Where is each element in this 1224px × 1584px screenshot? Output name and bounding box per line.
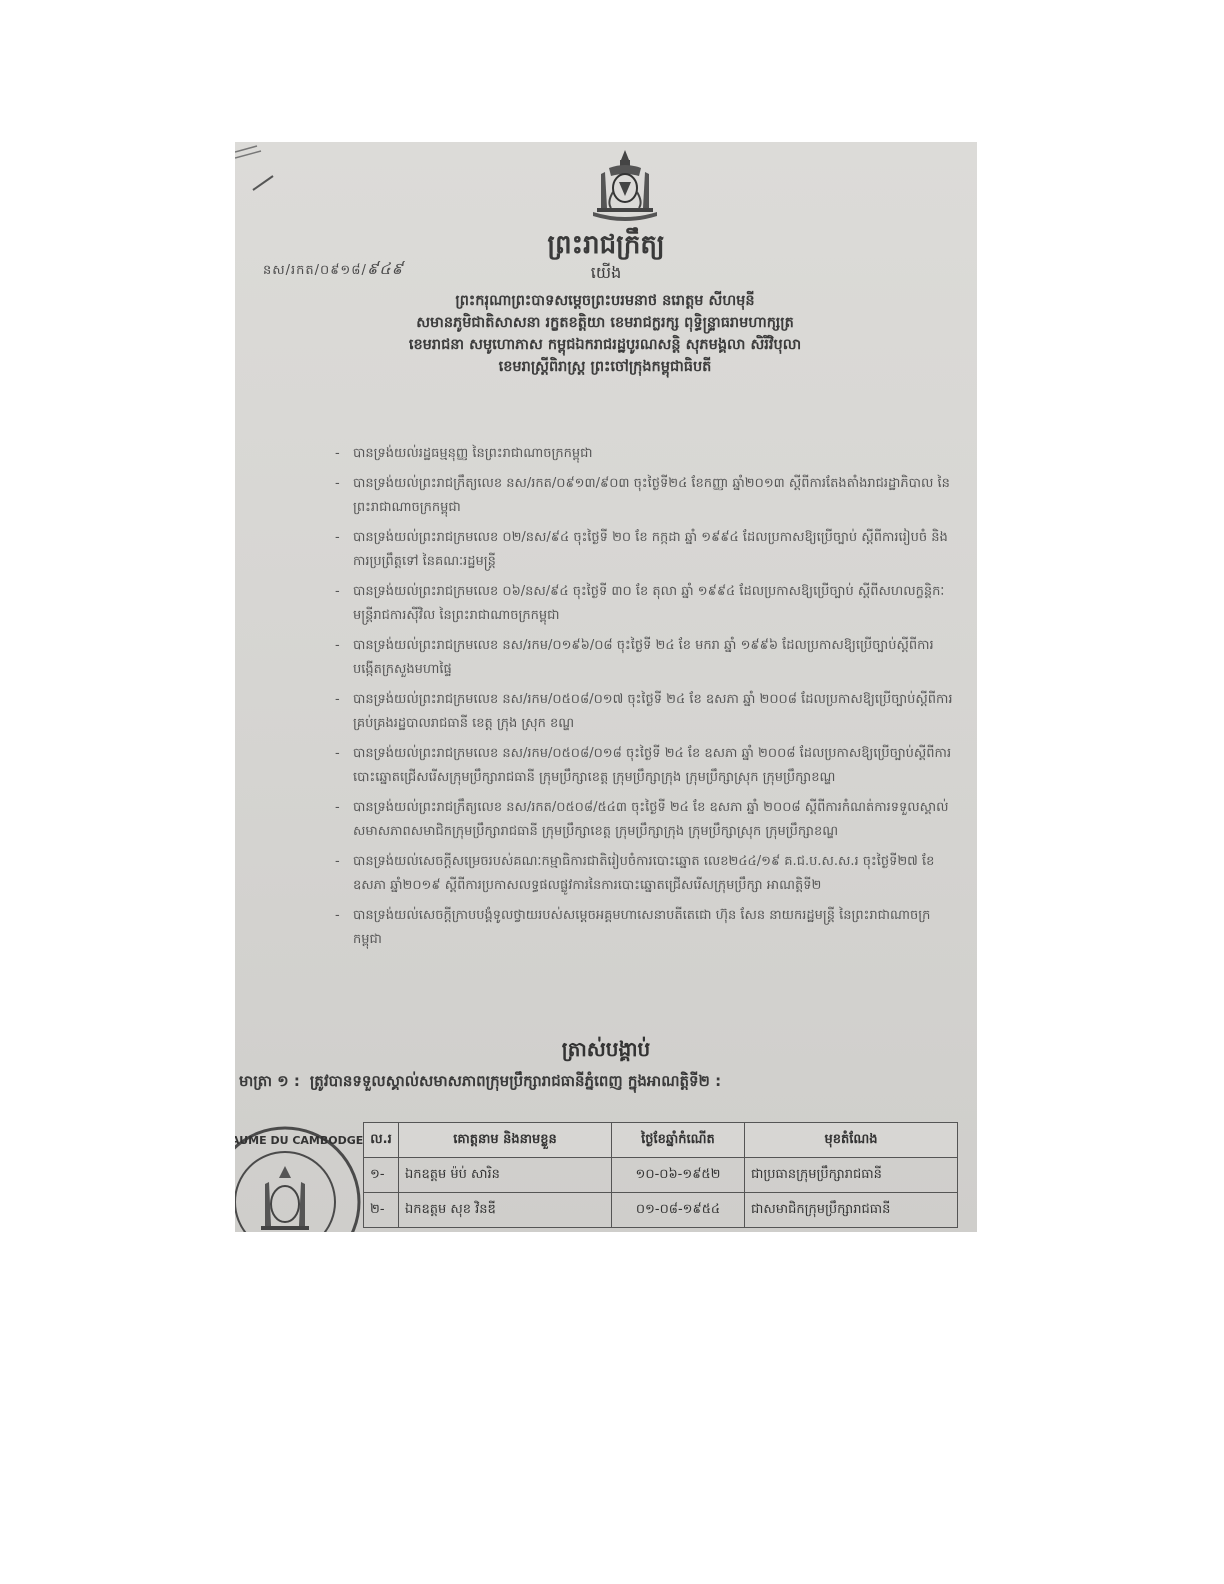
cell-no: ១- <box>364 1158 399 1193</box>
reference-number-printed: នស/រកត/០៩១៨/ <box>263 263 367 278</box>
preamble-line: ព្រះករុណាព្រះបាទសម្តេចព្រះបរមនាថ នរោត្តម សីហមុនី <box>455 293 755 309</box>
preamble-line: ខេមរាស្ត្រីពិរាស្ត្រ ព្រះចៅក្រុងកម្ពុជាធិបតី <box>498 359 712 375</box>
recital-item: - បានទ្រង់យល់ព្រះរាជក្រឹត្យលេខ នស/រកត/០៥០៨/៥៤៣ ចុះថ្ងៃទី ២៤ ខែ ឧសភា ឆ្នាំ ២០០៨ ស្តីពីការកំណត់ការទទួលស្គាល់សមាសភាពសមាជិកក្រុមប្រឹក្សារាជធានី ក្រុមប្រឹក្សាខេត្ត ក្រុមប្រឹក្សាក្រុង ក្រុមប្រឹក្សាស្រុក ក្រុមប្រឹក្សាខណ្ឌ <box>335 796 955 844</box>
pen-marks <box>235 142 315 202</box>
cell-position: ជាប្រធានក្រុមប្រឹក្សារាជធានី <box>745 1158 958 1193</box>
recital-item: - បានទ្រង់យល់ព្រះរាជក្រមលេខ ០៦/នស/៩៤ ចុះថ្ងៃទី ៣០ ខែ តុលា ឆ្នាំ ១៩៩៤ ដែលប្រកាសឱ្យប្រើច្បាប់ ស្តីពីសហលក្ខន្តិកៈមន្ត្រីរាជការស៊ីវិល នៃព្រះរាជាណាចក្រកម្ពុជា <box>335 580 955 628</box>
seal-text: ROYAUME DU CAMBODGE <box>206 1134 364 1147</box>
scanned-document-page <box>206 142 977 1232</box>
recital-item: - បានទ្រង់យល់ព្រះរាជក្រមលេខ នស/រកម/០៥០៨/០១៧ ចុះថ្ងៃទី ២៤ ខែ ឧសភា ឆ្នាំ ២០០៨ ដែលប្រកាសឱ្យប្រើច្បាប់ស្តីពីការគ្រប់គ្រងរដ្ឋបាលរាជធានី ខេត្ត ក្រុង ស្រុក ខណ្ឌ <box>335 688 955 736</box>
article-1 <box>239 1072 973 1094</box>
table-header-row <box>364 1123 958 1158</box>
cell-position: ជាសមាជិកក្រុមប្រឹក្សារាជធានី <box>745 1193 958 1228</box>
reference-number-handwritten: ៩៤៩ <box>366 259 404 278</box>
document-title: ព្រះរាជក្រឹត្យ <box>547 230 665 260</box>
cell-dob: ១០-០៦-១៩៥២ <box>612 1158 745 1193</box>
recital-item: - បានទ្រង់យល់សេចក្តីក្រាបបង្គំទូលថ្វាយរបស់សម្តេចអគ្គមហាសេនាបតីតេជោ ហ៊ុន សែន នាយករដ្ឋមន្ត្រី នៃព្រះរាជាណាចក្រកម្ពុជា <box>335 904 955 952</box>
royal-preamble <box>325 290 885 378</box>
cell-no: ២- <box>364 1193 399 1228</box>
recital-item: - បានទ្រង់យល់ព្រះរាជក្រមលេខ ០២/នស/៩៤ ចុះថ្ងៃទី ២០ ខែ កក្កដា ឆ្នាំ ១៩៩៤ ដែលប្រកាសឱ្យប្រើច្បាប់ ស្តីពីការរៀបចំ និងការប្រព្រឹត្តទៅ នៃគណៈរដ្ឋមន្ត្រី <box>335 526 955 574</box>
preamble-line: ខេមរាជនា សមូហោភាស កម្ពុជឯករាជរដ្ឋបូរណសន្តិ សុភមង្គលា សិរីវិបុលា <box>408 337 802 353</box>
council-members-table <box>363 1122 958 1228</box>
header-no: ល.រ <box>364 1123 399 1158</box>
document-subtitle: យើង <box>590 263 622 282</box>
cell-dob: ០១-០៨-១៩៥៤ <box>612 1193 745 1228</box>
royal-seal-stamp <box>206 1122 365 1232</box>
table-row <box>364 1158 958 1193</box>
recital-item: - បានទ្រង់យល់ព្រះរាជក្រមលេខ នស/រកម/០១៩៦/០៨ ចុះថ្ងៃទី ២៤ ខែ មករា ឆ្នាំ ១៩៩៦ ដែលប្រកាសឱ្យប្រើច្បាប់ស្តីពីការបង្កើតក្រសួងមហាផ្ទៃ <box>335 634 955 682</box>
recital-item: - បានទ្រង់យល់រដ្ឋធម្មនុញ្ញ នៃព្រះរាជាណាចក្រកម្ពុជា <box>335 442 955 466</box>
article-label: មាត្រា ១ : <box>239 1072 300 1090</box>
decree-heading: ត្រាស់បង្គាប់ <box>561 1037 651 1061</box>
cell-name: ឯកឧត្តម សុខ វិនឌី <box>399 1193 612 1228</box>
preamble-line: សមានភូមិជាតិសាសនា រក្ខតខត្តិយា ខេមរាជក្លរក្ស ពុទ្ធិន្ទ្រាធរាមហាក្សត្រ <box>416 315 794 331</box>
royal-coat-of-arms-icon <box>587 146 663 222</box>
cell-name: ឯកឧត្តម ម៉ប់ សារិន <box>399 1158 612 1193</box>
header-position: មុខតំណែង <box>745 1123 958 1158</box>
recitals-list <box>335 442 955 958</box>
table-row <box>364 1193 958 1228</box>
header-dob: ថ្ងៃខែឆ្នាំកំណើត <box>612 1123 745 1158</box>
recital-item: - បានទ្រង់យល់ព្រះរាជក្រមលេខ នស/រកម/០៥០៨/០១៨ ចុះថ្ងៃទី ២៤ ខែ ឧសភា ឆ្នាំ ២០០៨ ដែលប្រកាសឱ្យប្រើច្បាប់ស្តីពីការបោះឆ្នោតជ្រើសរើសក្រុមប្រឹក្សារាជធានី ក្រុមប្រឹក្សាខេត្ត ក្រុមប្រឹក្សាក្រុង ក្រុមប្រឹក្សាស្រុក ក្រុមប្រឹក្សាខណ្ឌ <box>335 742 955 790</box>
article-text: ត្រូវបានទទួលស្គាល់សមាសភាពក្រុមប្រឹក្សារាជធានីភ្នំពេញ ក្នុងអាណត្តិទី២ : <box>309 1072 722 1090</box>
recital-item: - បានទ្រង់យល់សេចក្តីសម្រេចរបស់គណៈកម្មាធិការជាតិរៀបចំការបោះឆ្នោត លេខ២៤៤/១៩ គ.ជ.ប.ស.ស.រ ចុះថ្ងៃទី២៧ ខែឧសភា ឆ្នាំ២០១៩ ស្តីពីការប្រកាសលទ្ធផលផ្លូវការនៃការបោះឆ្នោតជ្រើសរើសក្រុមប្រឹក្សា អាណត្តិទី២ <box>335 850 955 898</box>
header-name: គោត្តនាម និងនាមខ្លួន <box>399 1123 612 1158</box>
recital-item: - បានទ្រង់យល់ព្រះរាជក្រឹត្យលេខ នស/រកត/០៩១៣/៩០៣ ចុះថ្ងៃទី២៤ ខែកញ្ញា ឆ្នាំ២០១៣ ស្តីពីការតែងតាំងរាជរដ្ឋាភិបាល នៃព្រះរាជាណាចក្រកម្ពុជា <box>335 472 955 520</box>
